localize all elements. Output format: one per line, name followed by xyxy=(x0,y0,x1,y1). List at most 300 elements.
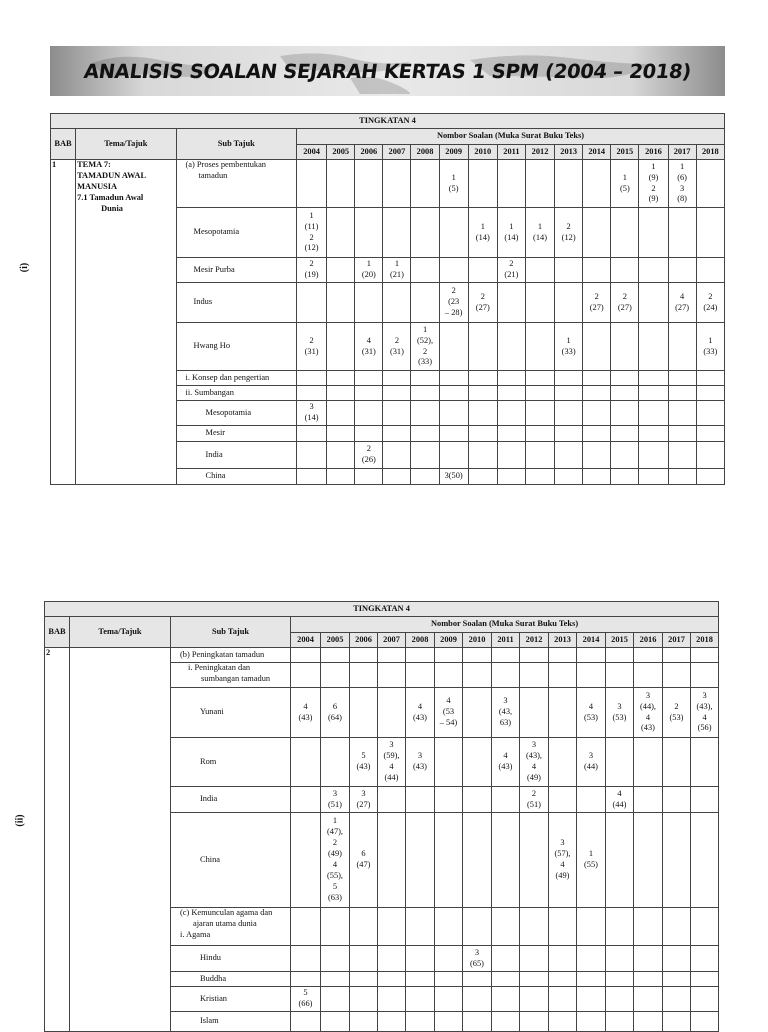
value-cell-2011 xyxy=(497,283,525,323)
value-cell-2014 xyxy=(583,386,611,401)
value-cell-2008 xyxy=(411,401,439,426)
value-cell-2016 xyxy=(639,442,668,469)
value-cell-2017 xyxy=(668,426,696,442)
value-cell-2006 xyxy=(350,1012,378,1032)
value-line: 3 xyxy=(588,751,594,761)
value-line: (49) xyxy=(328,849,342,859)
value-line: (43) xyxy=(641,723,655,733)
value-cell-2008 xyxy=(411,386,439,401)
value-cell-2014 xyxy=(577,1012,606,1032)
value-cell-2011 xyxy=(497,426,525,442)
value-cell-2012 xyxy=(525,283,554,323)
value-cell-2006 xyxy=(355,160,383,208)
value-line: 2 xyxy=(594,291,599,301)
value-line: 1 xyxy=(537,221,543,231)
value-cell-2010 xyxy=(468,371,497,386)
value-cell-2015 xyxy=(606,946,634,972)
sub-tajuk-cell xyxy=(171,813,291,908)
value-line: 5 xyxy=(303,988,308,998)
value-cell-2014 xyxy=(577,908,606,946)
value-cell-2016 xyxy=(634,738,663,787)
value-cell-2018 xyxy=(696,401,724,426)
value-line: (47) xyxy=(356,860,371,869)
value-cell-2017 xyxy=(663,663,691,688)
value-cell-2015 xyxy=(611,386,639,401)
year-header-2015: 2015 xyxy=(611,145,639,160)
value-line: (55), xyxy=(326,870,344,880)
year-header-2007: 2007 xyxy=(378,633,406,648)
value-cell-2018 xyxy=(691,1012,719,1032)
value-cell-2013 xyxy=(549,908,577,946)
value-cell-2005 xyxy=(327,258,355,283)
value-cell-2010 xyxy=(468,426,497,442)
value-cell-2004 xyxy=(291,813,321,908)
value-cell-2010 xyxy=(463,738,492,787)
sub-tajuk-line: Mesir xyxy=(205,428,226,438)
sub-tajuk-line: Mesopotamia xyxy=(193,227,240,237)
sub-tajuk-cell xyxy=(176,442,297,469)
value-line: (5) xyxy=(619,183,630,193)
value-cell-2012 xyxy=(525,323,554,371)
value-line: 1 xyxy=(309,210,314,220)
value-cell-2018 xyxy=(696,283,724,323)
value-line: 2 xyxy=(309,232,314,242)
value-line: 2 xyxy=(366,444,371,454)
value-cell-2013 xyxy=(549,946,577,972)
value-cell-2013 xyxy=(555,442,583,469)
value-line: (26) xyxy=(361,455,376,464)
value-cell-2018 xyxy=(696,442,724,469)
value-cell-2004 xyxy=(297,160,327,208)
value-cell-2015 xyxy=(606,1012,634,1032)
value-cell-2014 xyxy=(583,442,611,469)
value-cell-2006 xyxy=(355,469,383,485)
sub-tajuk-line: China xyxy=(205,471,226,481)
value-cell-2008 xyxy=(411,283,439,323)
value-cell-2011 xyxy=(492,787,520,813)
value-cell-2005 xyxy=(321,987,350,1012)
value-cell-2012 xyxy=(525,386,554,401)
value-line: 4 xyxy=(645,712,651,722)
value-cell-2012 xyxy=(525,442,554,469)
table-row xyxy=(45,648,719,663)
value-cell-2012 xyxy=(520,972,549,987)
value-line: (14) xyxy=(533,232,547,242)
value-line: (9) xyxy=(648,172,659,182)
value-line: (43) xyxy=(413,762,427,771)
value-cell-2017 xyxy=(663,688,691,738)
value-cell-2016 xyxy=(634,663,663,688)
tema-line: MANUSIA xyxy=(77,181,118,191)
value-cell-2009 xyxy=(435,908,463,946)
sub-tajuk-header: Sub Tajuk xyxy=(171,617,291,648)
value-cell-2016 xyxy=(639,323,668,371)
value-cell-2009 xyxy=(439,386,468,401)
value-line: (20) xyxy=(361,270,376,279)
value-cell-2005 xyxy=(327,160,355,208)
value-line: 4 xyxy=(332,860,338,869)
title-banner xyxy=(50,46,725,96)
bab-header: BAB xyxy=(51,129,76,160)
value-cell-2013 xyxy=(549,738,577,787)
sub-tajuk-line: sumbangan tamadun xyxy=(201,673,271,683)
value-cell-2007 xyxy=(383,469,411,485)
value-cell-2011 xyxy=(492,688,520,738)
value-line: 4 xyxy=(366,335,371,345)
value-cell-2016 xyxy=(634,946,663,972)
value-cell-2014 xyxy=(583,160,611,208)
value-line: 2 xyxy=(531,788,537,798)
value-line: (43) xyxy=(298,712,313,722)
value-cell-2011 xyxy=(492,663,520,688)
value-cell-2005 xyxy=(321,813,350,908)
value-line: 3 xyxy=(702,690,707,700)
sub-tajuk-line: i. Peningkatan dan xyxy=(188,663,251,672)
value-cell-2018 xyxy=(691,813,719,908)
value-cell-2005 xyxy=(321,663,350,688)
value-cell-2012 xyxy=(520,738,549,787)
value-cell-2004 xyxy=(291,972,321,987)
value-line: (19) xyxy=(304,270,319,279)
value-line: 2 xyxy=(422,346,428,356)
value-line: 4 xyxy=(303,701,308,711)
value-line: 3 xyxy=(560,838,565,848)
tema-cell xyxy=(70,648,171,1032)
value-line: (53 xyxy=(442,707,455,717)
value-cell-2012 xyxy=(520,688,549,738)
value-cell-2017 xyxy=(663,972,691,987)
value-cell-2017 xyxy=(668,283,696,323)
sub-tajuk-line: Yunani xyxy=(200,707,224,717)
value-cell-2017 xyxy=(663,787,691,813)
value-cell-2016 xyxy=(634,813,663,908)
value-cell-2015 xyxy=(611,426,639,442)
year-header-2007: 2007 xyxy=(383,145,411,160)
value-cell-2010 xyxy=(468,386,497,401)
value-cell-2011 xyxy=(492,908,520,946)
sub-tajuk-cell xyxy=(176,208,297,258)
value-line: 2 xyxy=(394,335,400,345)
year-header-2005: 2005 xyxy=(321,633,350,648)
value-cell-2009 xyxy=(439,442,468,469)
value-line: 4 xyxy=(503,751,508,761)
value-line: 2 xyxy=(309,259,314,269)
value-cell-2017 xyxy=(663,987,691,1012)
value-cell-2015 xyxy=(611,371,639,386)
value-cell-2014 xyxy=(583,283,611,323)
value-line: (44) xyxy=(612,799,627,809)
value-cell-2004 xyxy=(291,663,321,688)
value-cell-2008 xyxy=(406,648,435,663)
value-line: 4 xyxy=(389,762,394,771)
value-line: 3 xyxy=(679,183,685,193)
page-title: ANALISIS SOALAN SEJARAH KERTAS 1 SPM (2004 – 2018) xyxy=(82,59,693,83)
tema-line: TAMADUN AWAL xyxy=(77,170,147,180)
year-header-2008: 2008 xyxy=(406,633,435,648)
value-cell-2015 xyxy=(606,738,634,787)
value-cell-2011 xyxy=(492,813,520,908)
value-cell-2007 xyxy=(378,946,406,972)
value-cell-2018 xyxy=(696,469,724,485)
value-line: (51) xyxy=(328,799,342,809)
value-cell-2007 xyxy=(378,663,406,688)
value-cell-2010 xyxy=(463,787,492,813)
value-line: (12) xyxy=(561,232,576,242)
value-cell-2018 xyxy=(691,688,719,738)
year-header-2005: 2005 xyxy=(327,145,355,160)
value-cell-2004 xyxy=(291,908,321,946)
value-cell-2007 xyxy=(378,987,406,1012)
value-line: 6 xyxy=(332,701,338,711)
value-cell-2012 xyxy=(525,401,554,426)
value-cell-2008 xyxy=(411,469,439,485)
value-line: (43), xyxy=(525,751,543,761)
value-cell-2004 xyxy=(291,787,321,813)
sub-tajuk-header: Sub Tajuk xyxy=(176,129,297,160)
value-cell-2013 xyxy=(555,160,583,208)
value-line: 1 xyxy=(708,335,713,345)
value-cell-2012 xyxy=(525,371,554,386)
sub-tajuk-cell xyxy=(176,283,297,323)
value-line: 3 xyxy=(361,788,366,798)
value-cell-2010 xyxy=(463,987,492,1012)
value-cell-2009 xyxy=(439,469,468,485)
value-line: (33) xyxy=(418,357,433,367)
value-line: 1 xyxy=(394,259,400,269)
value-cell-2012 xyxy=(520,946,549,972)
value-cell-2013 xyxy=(549,648,577,663)
value-cell-2014 xyxy=(577,987,606,1012)
value-cell-2004 xyxy=(291,1012,321,1032)
value-cell-2007 xyxy=(383,283,411,323)
value-cell-2014 xyxy=(583,469,611,485)
value-line: (53) xyxy=(612,712,627,722)
value-cell-2008 xyxy=(411,442,439,469)
year-header-2012: 2012 xyxy=(525,145,554,160)
value-cell-2007 xyxy=(378,648,406,663)
value-line: (27) xyxy=(475,302,490,312)
value-cell-2006 xyxy=(350,688,378,738)
value-cell-2004 xyxy=(297,442,327,469)
sub-tajuk-cell xyxy=(171,738,291,787)
sub-tajuk-cell xyxy=(171,1012,291,1032)
value-cell-2015 xyxy=(611,160,639,208)
value-cell-2004 xyxy=(297,258,327,283)
value-cell-2017 xyxy=(663,908,691,946)
value-cell-2016 xyxy=(639,426,668,442)
value-cell-2005 xyxy=(321,787,350,813)
value-line: 1 xyxy=(588,849,594,859)
value-cell-2008 xyxy=(406,787,435,813)
value-cell-2010 xyxy=(468,323,497,371)
value-cell-2006 xyxy=(350,738,378,787)
value-line: 1 xyxy=(332,816,338,826)
value-line: 3 xyxy=(503,696,508,706)
value-line: 2 xyxy=(566,221,571,231)
value-line: (11) xyxy=(304,221,319,231)
value-cell-2016 xyxy=(639,469,668,485)
value-cell-2005 xyxy=(321,1012,350,1032)
tema-line: TEMA 7: xyxy=(77,160,111,169)
value-cell-2014 xyxy=(583,258,611,283)
value-cell-2014 xyxy=(583,426,611,442)
value-cell-2004 xyxy=(297,371,327,386)
value-line: (27) xyxy=(675,302,690,312)
value-cell-2014 xyxy=(583,371,611,386)
value-cell-2010 xyxy=(463,972,492,987)
value-cell-2016 xyxy=(634,787,663,813)
value-cell-2016 xyxy=(639,371,668,386)
value-line: 3 xyxy=(474,947,480,957)
value-cell-2011 xyxy=(492,946,520,972)
value-cell-2017 xyxy=(668,401,696,426)
value-cell-2015 xyxy=(611,401,639,426)
value-line: (24) xyxy=(703,302,718,312)
value-cell-2012 xyxy=(520,648,549,663)
year-header-2008: 2008 xyxy=(411,145,439,160)
sub-tajuk-cell xyxy=(171,787,291,813)
value-cell-2005 xyxy=(321,946,350,972)
value-cell-2010 xyxy=(463,813,492,908)
value-cell-2006 xyxy=(355,258,383,283)
value-cell-2007 xyxy=(378,787,406,813)
value-cell-2017 xyxy=(663,738,691,787)
value-cell-2007 xyxy=(383,401,411,426)
tema-header: Tema/Tajuk xyxy=(76,129,176,160)
value-cell-2012 xyxy=(525,426,554,442)
value-cell-2009 xyxy=(439,401,468,426)
tingkatan-header: TINGKATAN 4 xyxy=(45,602,719,617)
header-row xyxy=(45,617,719,633)
year-header-2016: 2016 xyxy=(639,145,668,160)
value-cell-2008 xyxy=(411,323,439,371)
sub-tajuk-line: i. Konsep dan pengertian xyxy=(185,372,270,382)
sub-tajuk-line: i. Agama xyxy=(180,929,211,939)
value-line: (14) xyxy=(504,232,519,242)
value-cell-2012 xyxy=(520,1012,549,1032)
value-cell-2014 xyxy=(577,738,606,787)
value-line: (53) xyxy=(669,712,684,722)
value-cell-2016 xyxy=(634,972,663,987)
value-cell-2015 xyxy=(611,283,639,323)
nombor-soalan-header: Nombor Soalan (Muka Surat Buku Teks) xyxy=(291,617,719,633)
value-cell-2005 xyxy=(321,738,350,787)
value-cell-2009 xyxy=(439,283,468,323)
value-line: (27) xyxy=(617,302,632,312)
value-line: (57), xyxy=(554,849,571,859)
value-cell-2017 xyxy=(668,323,696,371)
value-cell-2010 xyxy=(463,688,492,738)
year-header-2012: 2012 xyxy=(520,633,549,648)
value-cell-2009 xyxy=(435,972,463,987)
value-cell-2018 xyxy=(696,426,724,442)
value-line: (9) xyxy=(648,194,659,204)
value-line: (5) xyxy=(448,183,459,193)
value-cell-2007 xyxy=(383,323,411,371)
value-cell-2004 xyxy=(291,648,321,663)
value-cell-2008 xyxy=(411,258,439,283)
year-header-2011: 2011 xyxy=(492,633,520,648)
value-cell-2018 xyxy=(691,946,719,972)
year-header-2018: 2018 xyxy=(691,633,719,648)
value-cell-2007 xyxy=(378,1012,406,1032)
value-line: (43) xyxy=(413,712,427,722)
value-cell-2013 xyxy=(555,283,583,323)
value-line: (63) xyxy=(328,892,342,902)
value-cell-2007 xyxy=(378,738,406,787)
value-cell-2006 xyxy=(350,648,378,663)
value-cell-2004 xyxy=(297,386,327,401)
value-cell-2006 xyxy=(355,442,383,469)
year-header-2015: 2015 xyxy=(606,633,634,648)
value-line: 63) xyxy=(499,717,512,727)
value-cell-2009 xyxy=(435,813,463,908)
value-cell-2012 xyxy=(525,208,554,258)
value-cell-2004 xyxy=(291,688,321,738)
value-cell-2014 xyxy=(577,946,606,972)
tema-cell xyxy=(76,160,176,485)
value-line: (27) xyxy=(356,799,371,809)
sub-tajuk-line: Kristian xyxy=(200,993,227,1003)
value-cell-2004 xyxy=(297,208,327,258)
value-line: (51) xyxy=(527,799,541,809)
sub-tajuk-cell xyxy=(171,663,291,688)
value-cell-2018 xyxy=(696,323,724,371)
value-line: 3 xyxy=(332,788,338,798)
value-line: (43), xyxy=(696,701,713,711)
sub-tajuk-line: Hindu xyxy=(200,953,221,963)
value-cell-2009 xyxy=(439,258,468,283)
value-line: 3 xyxy=(389,740,394,750)
value-line: 3 xyxy=(645,690,651,700)
value-cell-2013 xyxy=(549,663,577,688)
value-cell-2016 xyxy=(639,208,668,258)
value-cell-2017 xyxy=(668,386,696,401)
year-header-2016: 2016 xyxy=(634,633,663,648)
value-cell-2009 xyxy=(439,160,468,208)
value-line: 2 xyxy=(332,838,338,848)
value-cell-2016 xyxy=(634,987,663,1012)
value-line: – 28) xyxy=(444,307,463,317)
sub-tajuk-line: Rom xyxy=(200,756,217,766)
value-cell-2015 xyxy=(611,442,639,469)
value-line: – 54) xyxy=(439,717,458,727)
value-line: 4 xyxy=(560,860,565,869)
value-cell-2013 xyxy=(555,469,583,485)
value-cell-2005 xyxy=(327,208,355,258)
value-cell-2018 xyxy=(696,160,724,208)
value-cell-2008 xyxy=(406,1012,435,1032)
value-cell-2015 xyxy=(611,208,639,258)
value-cell-2017 xyxy=(663,1012,691,1032)
value-cell-2011 xyxy=(492,1012,520,1032)
value-cell-2018 xyxy=(696,208,724,258)
value-cell-2008 xyxy=(406,663,435,688)
value-line: (14) xyxy=(475,232,490,242)
value-cell-2015 xyxy=(611,323,639,371)
value-line: 1 xyxy=(422,324,428,334)
value-line: (47), xyxy=(326,827,344,837)
sub-tajuk-cell xyxy=(176,401,297,426)
value-line: 3 xyxy=(617,701,622,711)
value-cell-2013 xyxy=(555,208,583,258)
sub-tajuk-cell xyxy=(176,371,297,386)
value-cell-2007 xyxy=(378,688,406,738)
nombor-soalan-header: Nombor Soalan (Muka Surat Buku Teks) xyxy=(297,129,725,145)
value-cell-2015 xyxy=(606,787,634,813)
value-cell-2004 xyxy=(291,738,321,787)
value-line: (12) xyxy=(304,243,319,253)
